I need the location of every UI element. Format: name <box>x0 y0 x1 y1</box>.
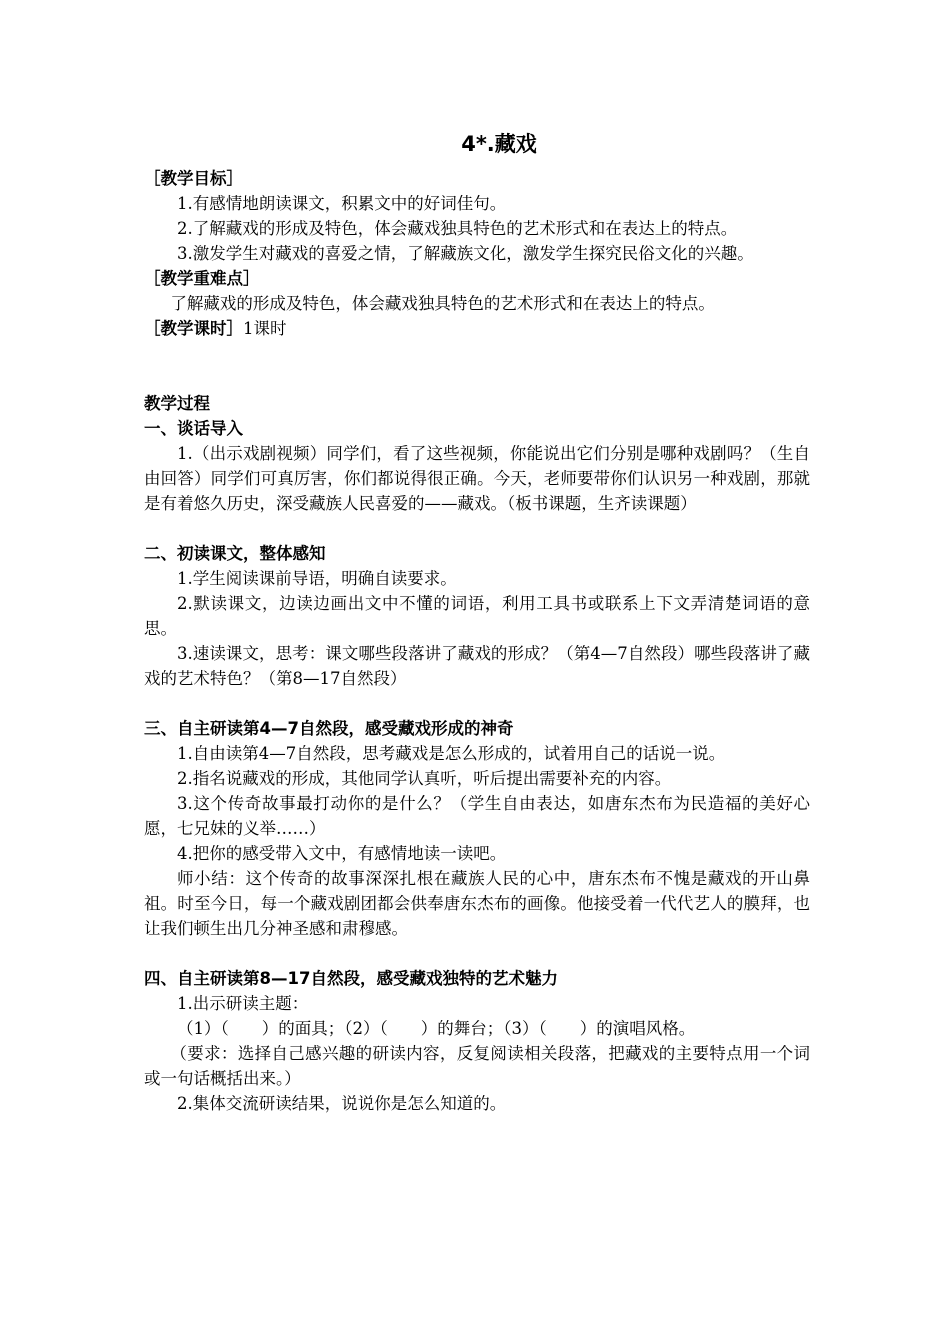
section-paragraph: 2.指名说藏戏的形成，其他同学认真听，听后提出需要补充的内容。 <box>177 769 672 788</box>
spacer <box>144 941 810 966</box>
section-paragraph: 3.速读课文，思考：课文哪些段落讲了藏戏的形成？（第4—7自然段）哪些段落讲了藏戏的艺术特色？（第8—17自然段） <box>144 644 810 688</box>
section-heading: 三、自主研读第4—7自然段，感受藏戏形成的神奇 <box>144 719 514 738</box>
section-paragraph: 4.把你的感受带入文中，有感情地读一读吧。 <box>177 844 507 863</box>
document-title: 4*.藏戏 <box>461 132 537 156</box>
section-paragraph: 1.学生阅读课前导语，明确自读要求。 <box>177 569 457 588</box>
spacer <box>144 516 810 541</box>
section-heading: 四、自主研读第8—17自然段，感受藏戏独特的艺术魅力 <box>144 969 558 988</box>
section-heading: 二、初读课文，整体感知 <box>144 544 326 563</box>
class-hours-heading: ［教学课时］ <box>144 319 243 338</box>
spacer <box>144 691 810 716</box>
section-paragraph: 2.默读课文，边读边画出文中不懂的词语，利用工具书或联系上下文弄清楚词语的意思。 <box>144 594 810 638</box>
objective-item: 2.了解藏戏的形成及特色，体会藏戏独具特色的艺术形式和在表达上的特点。 <box>177 219 738 238</box>
section-paragraph: （要求：选择自己感兴趣的研读内容，反复阅读相关段落，把藏戏的主要特点用一个词或一句话概括出来。） <box>144 1044 810 1088</box>
section-paragraph: 1.出示研读主题： <box>177 994 309 1013</box>
objectives-heading: ［教学目标］ <box>144 169 243 188</box>
section-heading: 一、谈话导入 <box>144 419 243 438</box>
section-paragraph: 师小结：这个传奇的故事深深扎根在藏族人民的心中，唐东杰布不愧是藏戏的开山鼻祖。时至今日，每一个藏戏剧团都会供奉唐东杰布的画像。他接受着一代代艺人的膜拜，也让我们顿生出几分神圣感和肃穆感。 <box>144 869 810 938</box>
class-hours-line <box>144 316 810 341</box>
spacer <box>144 341 810 391</box>
class-hours-text: 1课时 <box>243 319 287 338</box>
section-paragraph: 1.（出示戏剧视频）同学们，看了这些视频，你能说出它们分别是哪种戏剧吗？（生自由回答）同学们可真厉害，你们都说得很正确。今天，老师要带你们认识另一种戏剧，那就是有着悠久历史，深受藏族人民喜爱的——藏戏。（板书课题，生齐读课题） <box>144 444 810 513</box>
section-paragraph: 2.集体交流研读结果，说说你是怎么知道的。 <box>177 1094 507 1113</box>
key-points-heading: ［教学重难点］ <box>144 269 260 288</box>
section-paragraph: （1）（ ）的面具；（2）（ ）的舞台；（3）（ ）的演唱风格。 <box>177 1019 696 1038</box>
process-title: 教学过程 <box>144 394 210 413</box>
objective-item: 3.激发学生对藏戏的喜爱之情，了解藏族文化，激发学生探究民俗文化的兴趣。 <box>177 244 754 263</box>
document-body <box>144 166 810 1116</box>
section-paragraph: 1.自由读第4—7自然段，思考藏戏是怎么形成的，试着用自己的话说一说。 <box>177 744 726 763</box>
objective-item: 1.有感情地朗读课文，积累文中的好词佳句。 <box>177 194 507 213</box>
key-points-text: 了解藏戏的形成及特色，体会藏戏独具特色的艺术形式和在表达上的特点。 <box>170 294 715 313</box>
section-paragraph: 3.这个传奇故事最打动你的是什么？（学生自由表达，如唐东杰布为民造福的美好心愿，七兄妹的义举……） <box>144 794 810 838</box>
